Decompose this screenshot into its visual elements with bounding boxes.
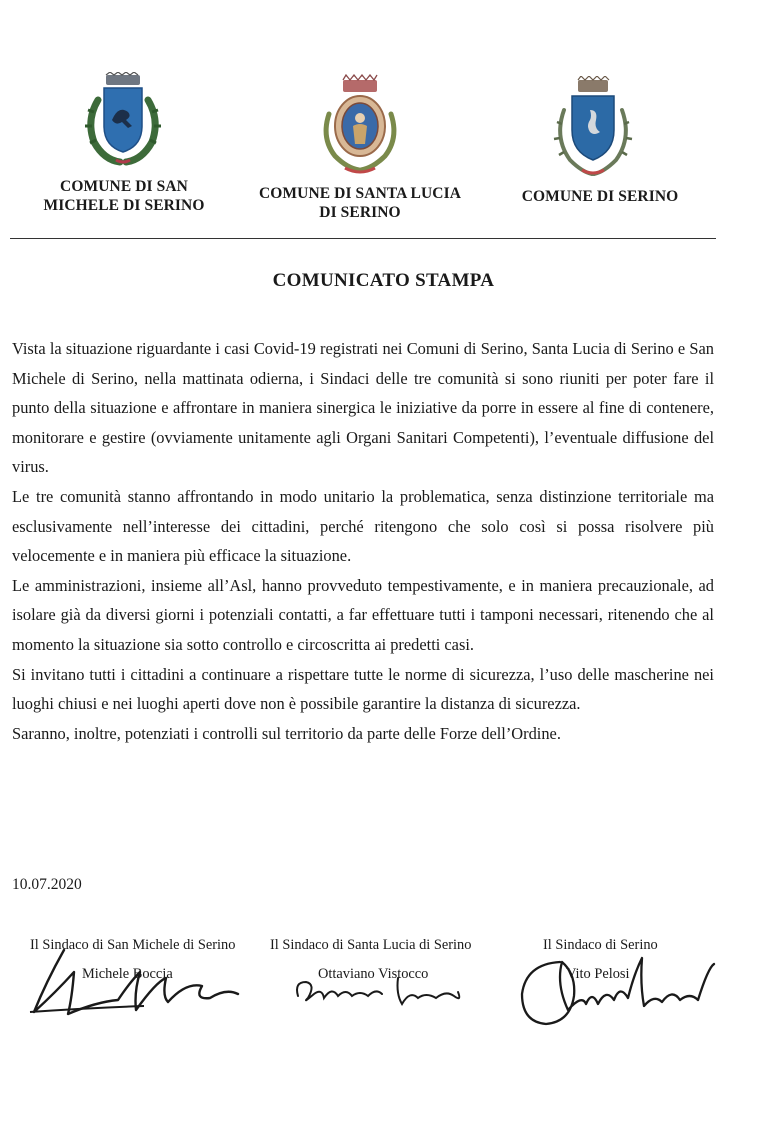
comune-name-line: DI SERINO	[319, 204, 401, 221]
crest-serino-icon	[548, 76, 638, 180]
signature-title-san-michele: Il Sindaco di San Michele di Serino	[30, 937, 236, 953]
comune-name-san-michele	[22, 177, 226, 215]
paragraph: Si invitano tutti i cittadini a continuare a rispettare tutte le norme di sicurezza, l’uso delle mascherine nei luoghi chiusi e nei luoghi aperti dove non è possibile garantire la distanza di sicurezza.	[12, 664, 714, 714]
signature-name-santa-lucia: Ottaviano Vistocco	[318, 966, 429, 982]
comune-name-line: COMUNE DI SERINO	[521, 188, 679, 205]
document-date: 10.07.2020	[12, 876, 82, 893]
comune-name-serino	[500, 187, 700, 206]
signature-name-serino: Vito Pelosi	[566, 966, 630, 982]
signature-name-san-michele: Michele Boccia	[82, 966, 173, 982]
header-divider	[10, 238, 716, 239]
comune-name-line: COMUNE DI SANTA LUCIA	[258, 185, 462, 202]
paragraph: Le tre comunità stanno affrontando in modo unitario la problematica, senza distinzione territoriale ma esclusivamente nell’interesse dei cittadini, perché ritengono che solo così si possa risolvere più velocemente e in maniera più efficace la situazione.	[12, 486, 714, 566]
signature-drawing-san-michele	[16, 942, 256, 1027]
signature-title-serino: Il Sindaco di Serino	[543, 937, 658, 953]
press-release-body	[12, 334, 714, 748]
crest-santa-lucia-icon	[315, 74, 405, 178]
signature-drawing-serino	[516, 944, 726, 1039]
comune-name-santa-lucia	[240, 184, 480, 222]
paragraph: Vista la situazione riguardante i casi Covid-19 registrati nei Comuni di Serino, Santa Lucia di Serino e San Michele di Serino, nella mattinata odierna, i Sindaci delle tre comunità si sono riuniti per poter fare il punto della situazione e affrontare in maniera sinergica le iniziative da porre in essere al fine di contenere, monitorare e gestire (ovviamente unitamente agli Organi Sanitari Competenti), l’eventuale diffusione del virus.	[12, 339, 714, 477]
comune-name-line: MICHELE DI SERINO	[43, 197, 205, 214]
signature-drawing-santa-lucia	[290, 972, 480, 1017]
document-title: COMUNICATO STAMPA	[272, 270, 495, 291]
paragraph: Le amministrazioni, insieme all’Asl, hanno provveduto tempestivamente, e in maniera precauzionale, ad isolare già da diversi giorni i potenziali contatti, a far effettuare tutti i tamponi necessari, ritenendo che al momento la situazione sia sotto controllo e circoscritta ai predetti casi.	[12, 575, 714, 654]
paragraph: Saranno, inoltre, potenziati i controlli sul territorio da parte delle Forze dell’Ordine.	[12, 723, 561, 743]
signature-title-santa-lucia: Il Sindaco di Santa Lucia di Serino	[270, 937, 472, 953]
crest-san-michele-icon	[80, 72, 166, 170]
comune-name-line: COMUNE DI SAN	[60, 178, 188, 195]
